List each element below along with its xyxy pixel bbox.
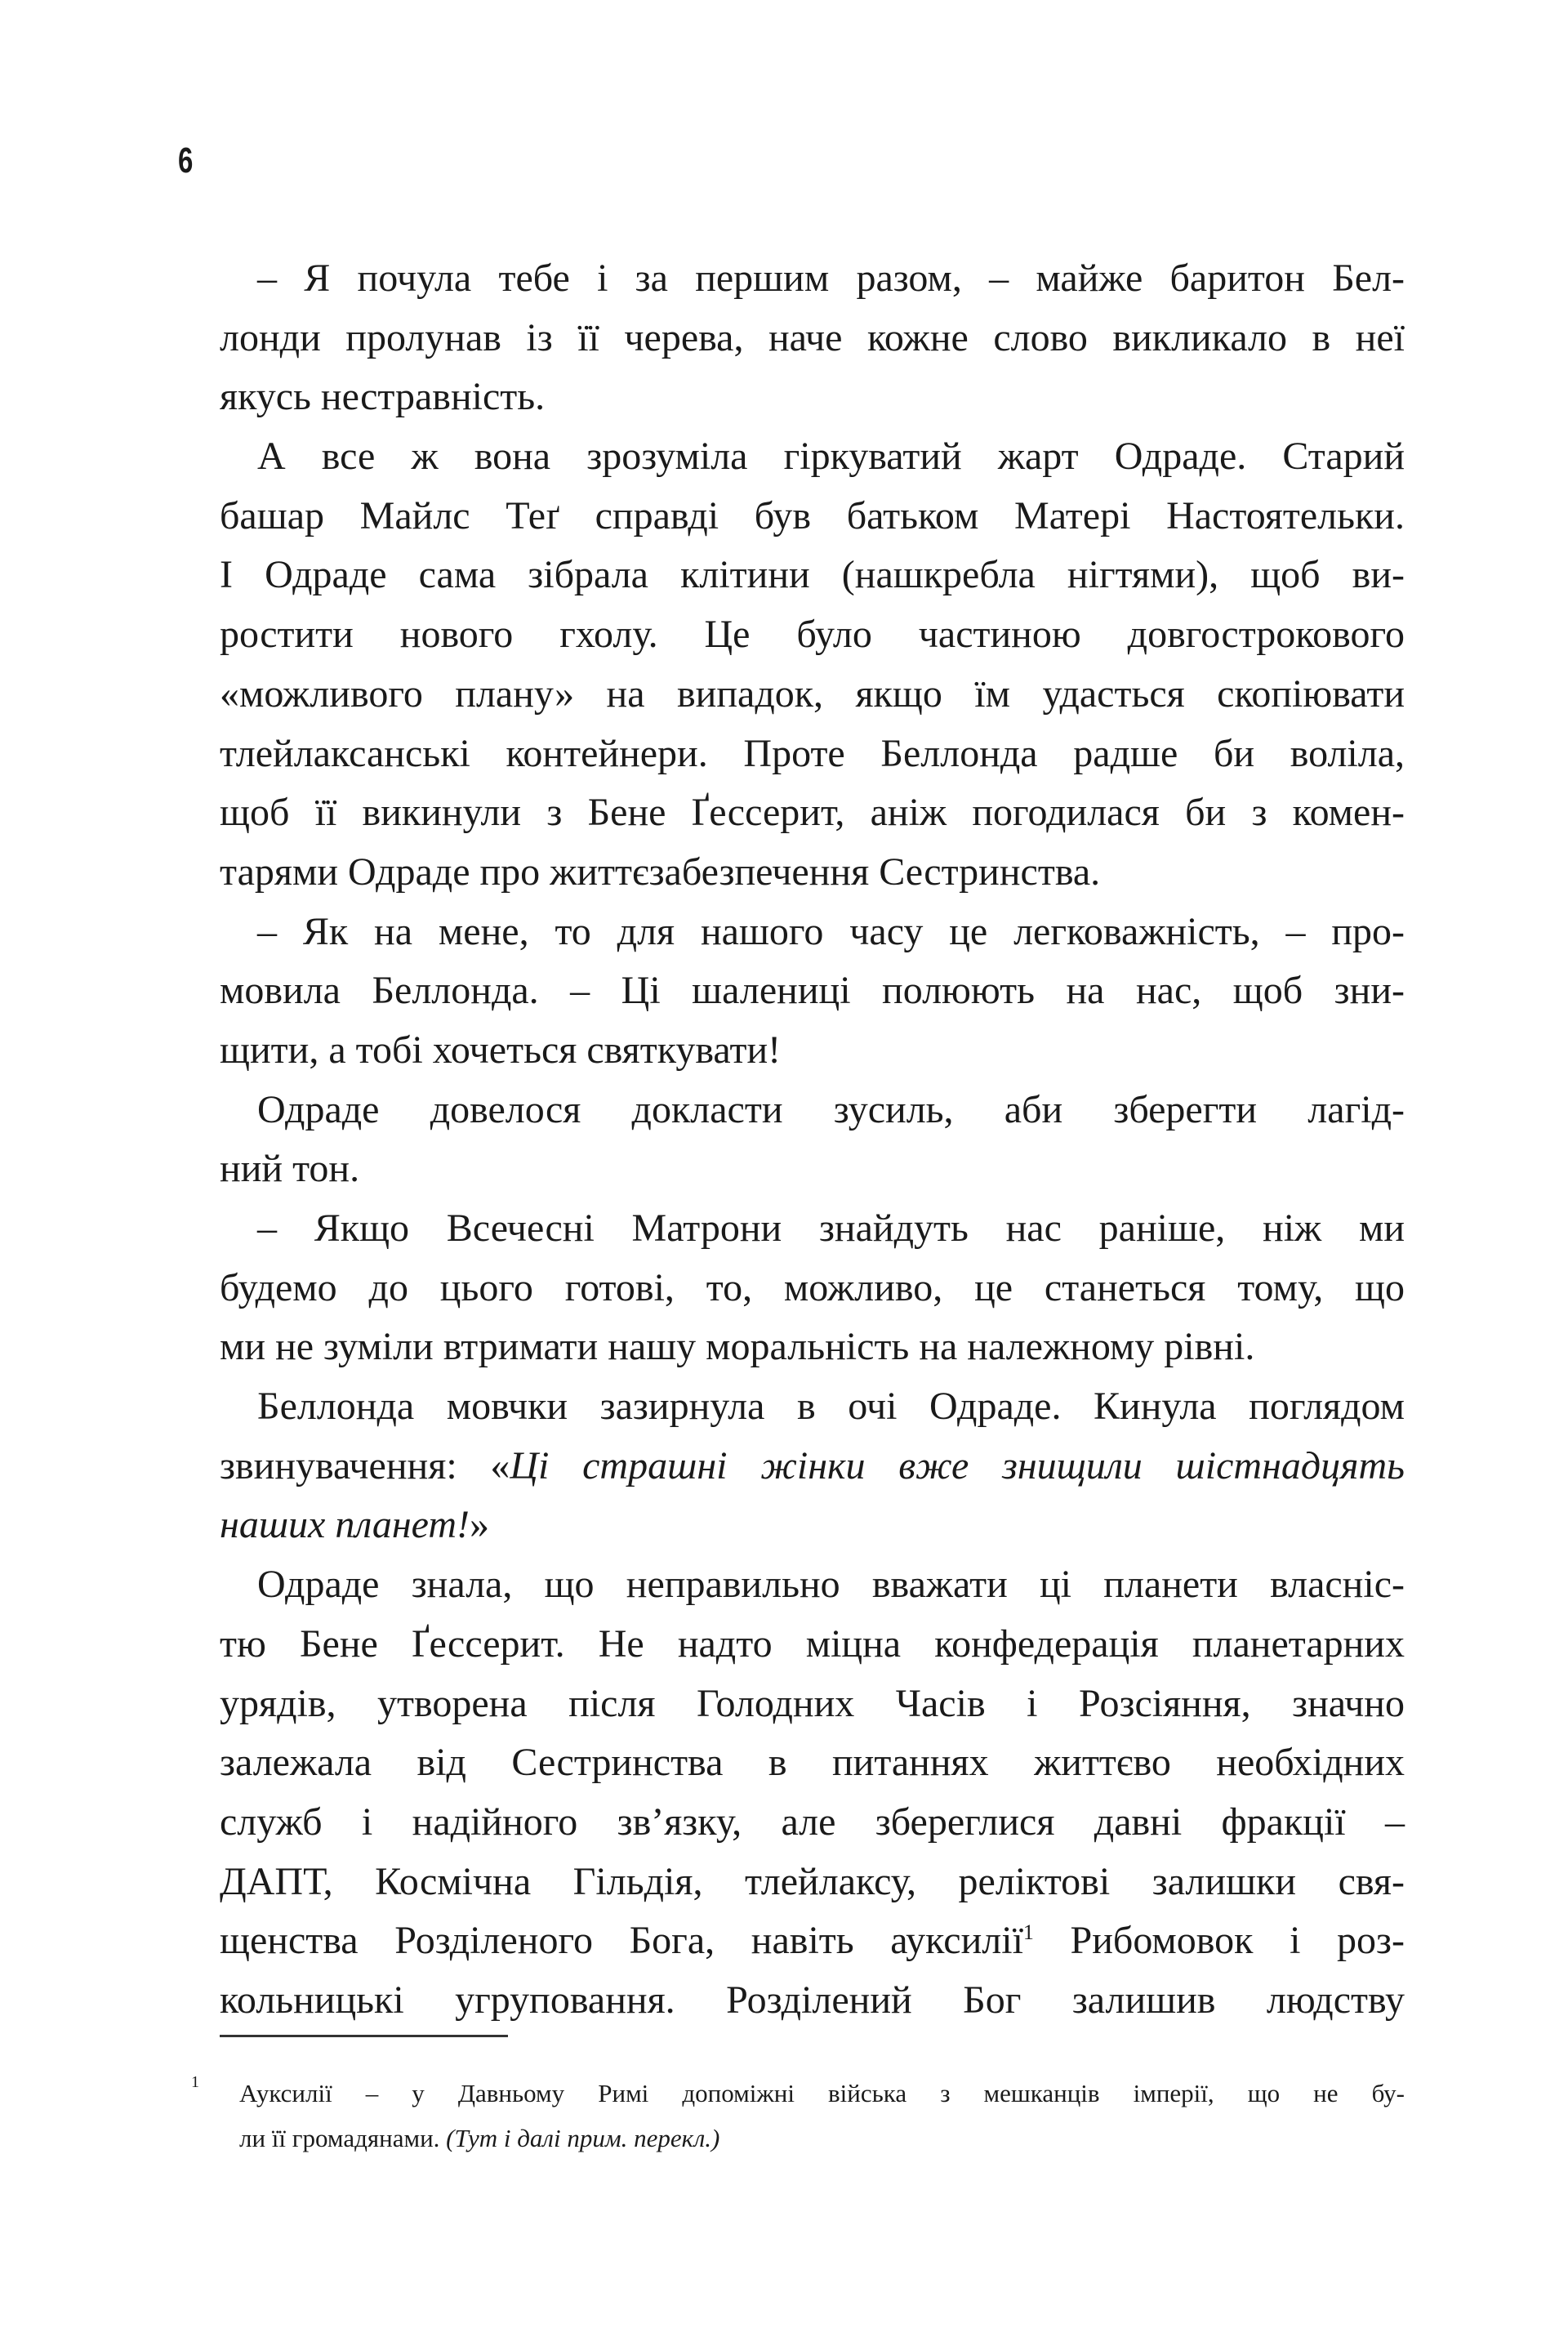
text-line bbox=[220, 1853, 1405, 1912]
text-segment: » bbox=[470, 1503, 489, 1547]
text-line bbox=[220, 427, 1405, 487]
text-line bbox=[220, 1733, 1405, 1793]
footnote-reference[interactable]: 1 bbox=[1022, 1920, 1034, 1945]
text-segment: ростити нового гхолу. Це було частиною довгострокового bbox=[220, 613, 1405, 657]
footnote-line bbox=[239, 2071, 1405, 2116]
text-segment: тарями Одраде про життєзабезпечення Сестринства. bbox=[220, 850, 1101, 894]
text-segment: звинувачення: « bbox=[220, 1443, 510, 1487]
text-segment: якусь нестравність. bbox=[220, 375, 546, 419]
text-line bbox=[220, 1615, 1405, 1675]
text-line bbox=[220, 843, 1405, 903]
text-segment: Одраде довелося докласти зусиль, аби зберегти лагід- bbox=[257, 1087, 1405, 1131]
text-line bbox=[220, 665, 1405, 725]
text-segment: залежала від Сестринства в питаннях життєво необхідних bbox=[220, 1741, 1405, 1785]
text-line bbox=[220, 1496, 1405, 1555]
text-segment: будемо до цього готові, то, можливо, це станеться тому, що bbox=[220, 1265, 1405, 1309]
text-segment: служб і надійного зв’язку, але збереглися давні фракції – bbox=[220, 1800, 1405, 1844]
text-line bbox=[220, 1199, 1405, 1259]
text-line bbox=[220, 1259, 1405, 1318]
text-segment: ний тон. bbox=[220, 1147, 360, 1191]
text-line bbox=[220, 903, 1405, 962]
text-segment: Беллонда мовчки зазирнула в очі Одраде. Кинула поглядом bbox=[257, 1385, 1405, 1429]
text-line bbox=[220, 783, 1405, 843]
text-segment: башар Майлс Теґ справді був батьком Матері Настоятельки. bbox=[220, 493, 1405, 537]
text-line bbox=[220, 1081, 1405, 1140]
text-line bbox=[220, 1971, 1405, 2031]
footnote-marker: 1 bbox=[191, 2073, 199, 2091]
text-line bbox=[220, 249, 1405, 309]
text-segment: кольницькі угруповання. Розділений Бог залишив людству bbox=[220, 1978, 1405, 2022]
text-segment: І Одраде сама зібрала клітини (нашкребла нігтями), щоб ви- bbox=[220, 553, 1405, 597]
text-segment: Ауксилії – у Давньому Римі допоміжні війська з мешканців імперії, що не бу- bbox=[239, 2079, 1405, 2107]
text-line bbox=[220, 1793, 1405, 1853]
text-line bbox=[220, 1437, 1405, 1496]
text-segment: щити, а тобі хочеться святкувати! bbox=[220, 1028, 782, 1072]
text-segment: «можливого плану» на випадок, якщо їм удасться скопіювати bbox=[220, 671, 1405, 716]
text-segment: урядів, утворена після Голодних Часів і Розсіяння, значно bbox=[220, 1681, 1405, 1725]
page-number: 6 bbox=[178, 140, 194, 181]
footnote-text bbox=[239, 2071, 1405, 2161]
text-line bbox=[220, 961, 1405, 1021]
italic-text: Ці страшні жінки вже знищили шістнадцять bbox=[510, 1443, 1405, 1487]
text-segment: ДАПТ, Космічна Гільдія, тлейлаксу, реліктові залишки свя- bbox=[220, 1859, 1405, 1903]
body-text bbox=[220, 249, 1405, 2031]
text-segment: лонди пролунав із її черева, наче кожне слово викликало в неї bbox=[220, 315, 1405, 359]
text-segment: Одраде знала, що неправильно вважати ці планети власніс- bbox=[257, 1563, 1405, 1607]
italic-text: наших планет! bbox=[220, 1503, 470, 1547]
text-segment: А все ж вона зрозуміла гіркуватий жарт Одраде. Старий bbox=[257, 435, 1405, 479]
text-line bbox=[220, 725, 1405, 784]
text-line bbox=[220, 368, 1405, 427]
text-segment: мовила Беллонда. – Ці шалениці полюють на нас, щоб зни- bbox=[220, 969, 1405, 1013]
text-line bbox=[220, 309, 1405, 368]
text-line bbox=[220, 1377, 1405, 1437]
text-line bbox=[220, 605, 1405, 665]
text-segment: ли її громадянами. bbox=[239, 2124, 447, 2152]
footnote-divider bbox=[220, 2035, 508, 2037]
text-line bbox=[220, 546, 1405, 605]
text-segment: Рибомовок і роз- bbox=[1033, 1919, 1405, 1963]
text-segment: – Як на мене, то для нашого часу це легковажність, – про- bbox=[257, 909, 1405, 953]
text-line bbox=[220, 1140, 1405, 1199]
text-line bbox=[220, 1021, 1405, 1081]
text-segment: тю Бене Ґессерит. Не надто міцна конфедерація планетарних bbox=[220, 1621, 1405, 1666]
text-line bbox=[220, 487, 1405, 546]
text-line bbox=[220, 1318, 1405, 1377]
text-segment: тлейлаксанські контейнери. Проте Беллонда радше би воліла, bbox=[220, 731, 1405, 775]
text-segment: – Якщо Всечесні Матрони знайдуть нас раніше, ніж ми bbox=[257, 1206, 1405, 1250]
text-line bbox=[220, 1675, 1405, 1734]
italic-text: (Тут і далі прим. перекл.) bbox=[446, 2124, 720, 2152]
footnote-line bbox=[239, 2116, 1405, 2161]
text-segment: щоб її викинули з Бене Ґессерит, аніж погодилася би з комен- bbox=[220, 791, 1405, 835]
text-line bbox=[220, 1555, 1405, 1615]
text-segment: щенства Розділеного Бога, навіть ауксилії bbox=[220, 1919, 1023, 1963]
text-segment: ми не зуміли втримати нашу моральність на належному рівні. bbox=[220, 1325, 1255, 1369]
text-line bbox=[220, 1911, 1405, 1971]
text-segment: – Я почула тебе і за першим разом, – майже баритон Бел- bbox=[257, 256, 1405, 300]
